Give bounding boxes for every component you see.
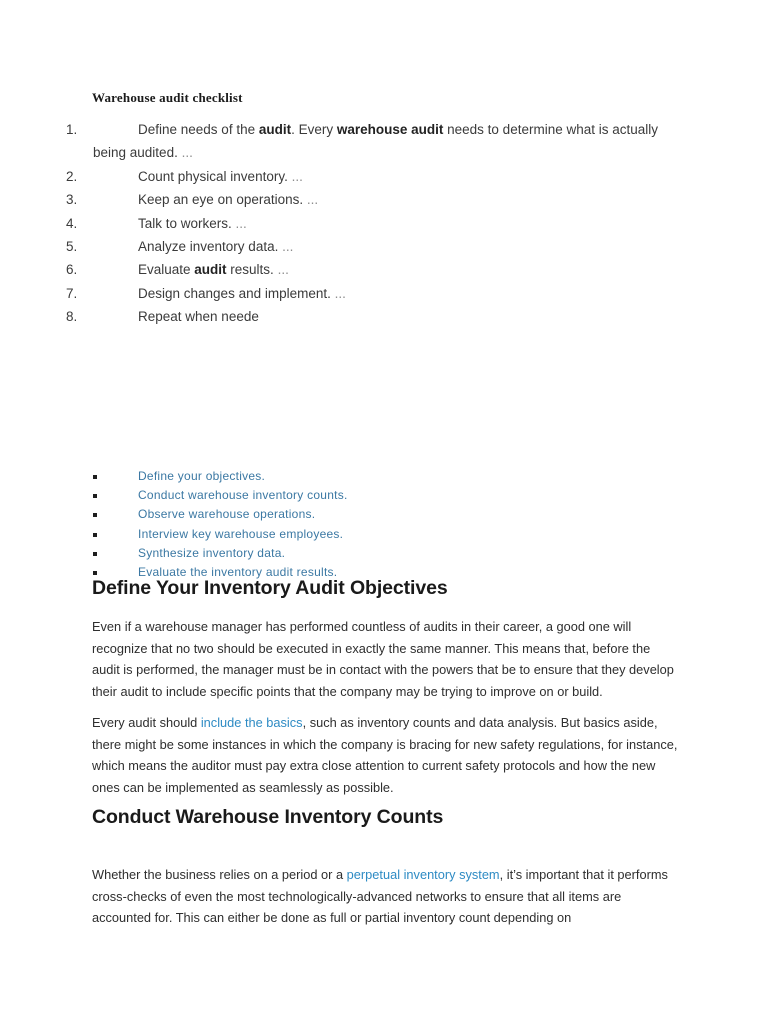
- inline-link[interactable]: perpetual inventory system: [346, 867, 500, 882]
- text-run: Whether the business relies on a period or a: [92, 867, 347, 882]
- checklist-item-number: 3.: [66, 192, 78, 208]
- square-bullet-icon: [93, 475, 97, 479]
- checklist-item-text: [138, 188, 686, 211]
- text-run: needs to determine what is actually being audited.: [93, 122, 659, 161]
- checklist-item: [66, 118, 686, 165]
- square-bullet-icon: [93, 552, 97, 556]
- audit-step-link[interactable]: Conduct warehouse inventory counts.: [138, 488, 348, 503]
- text-run: Count physical inventory.: [138, 168, 292, 184]
- warehouse-audit-checklist: [66, 118, 686, 329]
- truncation-ellipsis: ...: [306, 192, 319, 208]
- checklist-item-number: 7.: [66, 285, 78, 301]
- list-item[interactable]: [92, 544, 348, 563]
- emphasis-text: audit: [258, 122, 292, 137]
- text-run: . Every: [291, 122, 337, 137]
- truncation-ellipsis: ...: [282, 239, 294, 255]
- checklist-item-text: [138, 235, 686, 258]
- checklist-item-number: 1.: [66, 122, 78, 137]
- checklist-item-number: 4.: [66, 215, 78, 231]
- audit-step-link[interactable]: Define your objectives.: [138, 469, 266, 483]
- square-bullet-icon: [93, 571, 97, 575]
- emphasis-text: audit: [194, 262, 227, 278]
- checklist-item: [66, 212, 686, 235]
- truncation-ellipsis: ...: [235, 215, 247, 231]
- truncation-ellipsis: ...: [277, 262, 289, 278]
- text-run: , it’s important that it performs cross-checks of even the most technologically-advanced networks to ensure that all items are accounted for. This can either be done as full or partial inventory count depending on: [92, 867, 668, 926]
- audit-step-link[interactable]: Observe warehouse operations.: [138, 507, 316, 522]
- list-item[interactable]: [92, 467, 348, 486]
- checklist-item-number: 5.: [66, 239, 78, 255]
- audit-step-link[interactable]: Interview key warehouse employees.: [138, 526, 344, 541]
- checklist-item-text: [138, 165, 686, 188]
- text-run: , such as inventory counts and data analysis. But basics aside, there might be some instances in which the company is bracing for new safety regulations, for instance, which means the auditor must pay extra close attention to current safety protocols and how the new ones can be implemented as seamlessly as possible.: [92, 715, 678, 795]
- paragraph-counts-intro: [92, 864, 680, 929]
- checklist-item-text: [138, 258, 686, 281]
- emphasis-text: warehouse audit: [336, 122, 444, 137]
- checklist-item: [66, 188, 686, 211]
- checklist-item-number: 2.: [66, 168, 78, 184]
- section-heading-define-objectives: Define Your Inventory Audit Objectives: [92, 577, 448, 599]
- inline-link[interactable]: include the basics: [200, 715, 303, 730]
- checklist-item-number: 6.: [66, 262, 78, 278]
- square-bullet-icon: [93, 513, 97, 517]
- audit-steps-link-list: [92, 467, 348, 582]
- checklist-item-text: [93, 118, 686, 165]
- paragraph-objectives-basics: [92, 712, 680, 798]
- square-bullet-icon: [93, 533, 97, 537]
- audit-step-link[interactable]: Evaluate the inventory audit results.: [138, 564, 338, 579]
- text-run: Even if a warehouse manager has performed countless of audits in their career, a good one will recognize that no two should be executed in exactly the same manner. This means that, before the audit is performed, the manager must be in contact with the powers that be to ensure that they develop their audit to include specific points that the company may be trying to improve on or build.: [92, 619, 674, 699]
- checklist-item-text: [138, 282, 686, 305]
- list-item[interactable]: [92, 486, 348, 505]
- text-run: Repeat when neede: [138, 309, 259, 325]
- checklist-item-number: 8.: [66, 309, 78, 325]
- text-run: Keep an eye on operations.: [138, 192, 307, 208]
- checklist-item: [66, 305, 686, 328]
- checklist-item: [66, 235, 686, 258]
- audit-step-link[interactable]: Synthesize inventory data.: [138, 545, 286, 560]
- text-run: Define needs of the: [138, 122, 259, 137]
- text-run: results.: [226, 262, 278, 278]
- text-run: Talk to workers.: [138, 215, 236, 231]
- text-run: Every audit should: [92, 715, 201, 730]
- truncation-ellipsis: ...: [291, 168, 303, 184]
- truncation-ellipsis: ...: [334, 285, 346, 301]
- text-run: Analyze inventory data.: [138, 239, 283, 255]
- truncation-ellipsis: ...: [181, 145, 193, 161]
- checklist-item-text: [138, 305, 686, 328]
- list-item[interactable]: [92, 525, 348, 544]
- checklist-item: [66, 165, 686, 188]
- checklist-item: [66, 282, 686, 305]
- paragraph-objectives-intro: [92, 616, 680, 702]
- text-run: Design changes and implement.: [138, 285, 335, 301]
- page-title: Warehouse audit checklist: [92, 90, 243, 105]
- list-item[interactable]: [92, 505, 348, 524]
- square-bullet-icon: [93, 494, 97, 498]
- text-run: Evaluate: [138, 262, 195, 278]
- section-heading-conduct-counts: Conduct Warehouse Inventory Counts: [92, 806, 444, 828]
- checklist-item-text: [138, 212, 686, 235]
- checklist-item: [66, 258, 686, 281]
